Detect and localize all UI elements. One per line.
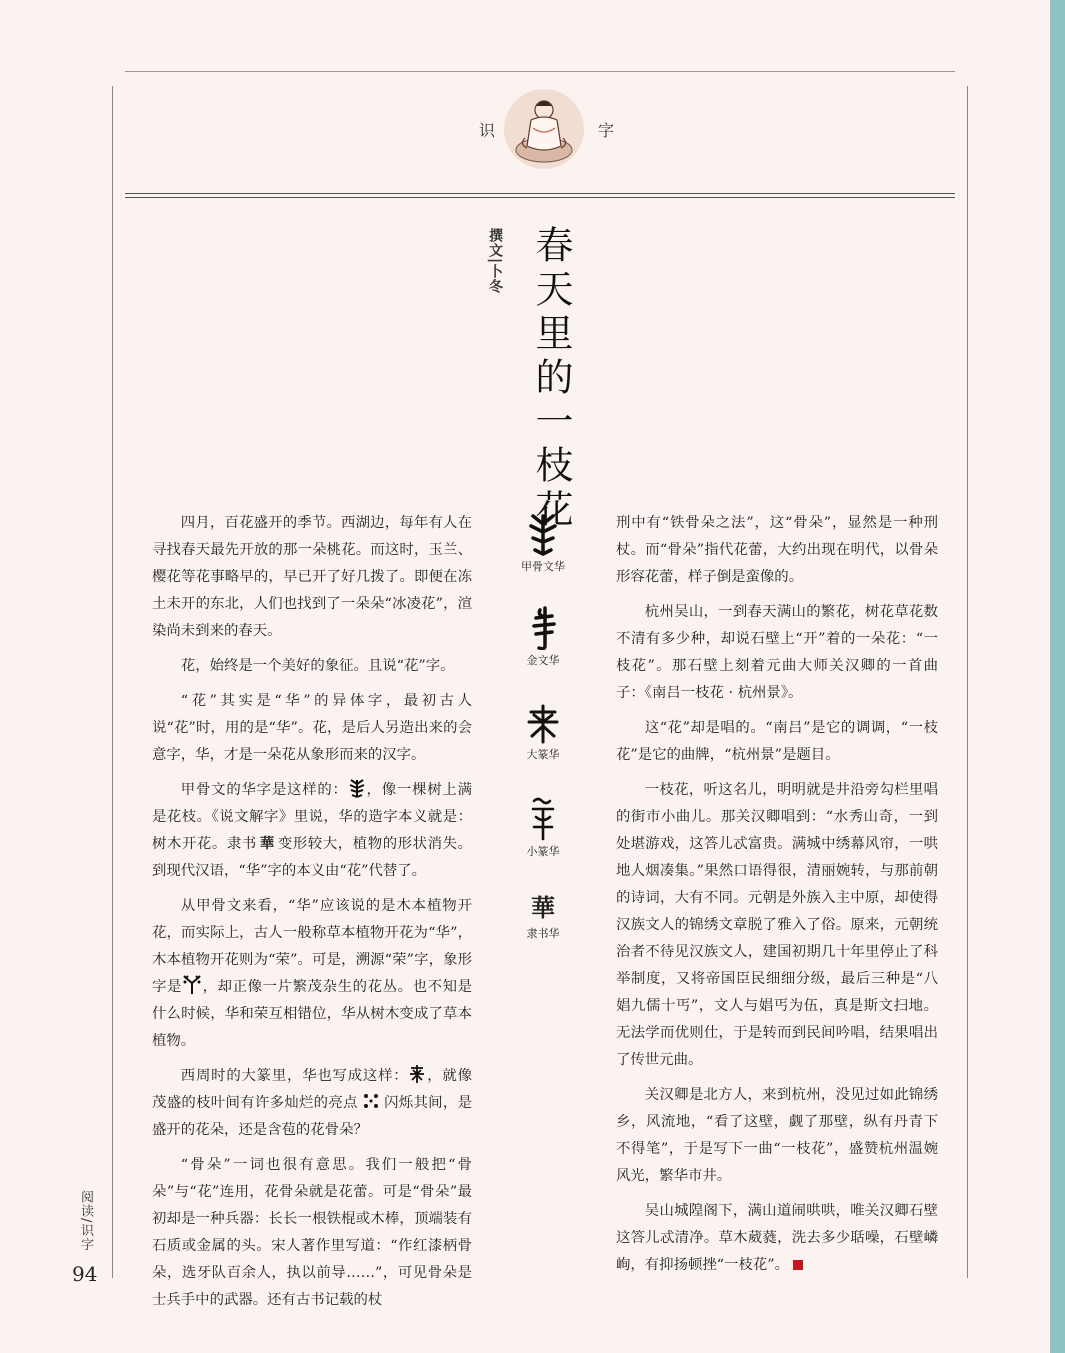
oracle-hua-inline-icon bbox=[348, 778, 366, 798]
paragraph-segment: ，就像茂盛的枝叶间有许多灿烂的亮点 bbox=[152, 1068, 472, 1111]
glyph-great-seal bbox=[512, 704, 574, 762]
paragraph: 这“花”却是唱的。“南吕”是它的调调，“一枝花”是它的曲牌，“杭州景”是题目。 bbox=[616, 720, 938, 763]
rong-glyph-inline-icon bbox=[182, 975, 202, 995]
glyph-label: 大篆华 bbox=[526, 748, 560, 761]
paragraph: 刑中有“铁骨朵之法”，这“骨朵”，显然是一种刑杖。而“骨朵”指代花蕾，大约出现在明代，以骨朵形容花蕾，样子倒是蛮像的。 bbox=[616, 515, 938, 585]
page-number: 94 bbox=[72, 1262, 98, 1286]
small-seal-hua-glyph-icon bbox=[528, 795, 558, 841]
glyph-label: 小篆华 bbox=[526, 845, 560, 858]
header-left-char: 识 bbox=[479, 121, 496, 140]
right-frame-line bbox=[967, 86, 968, 1278]
left-frame-line bbox=[112, 86, 113, 1278]
paragraph-segment: 西周时的大篆里，华也写成这样： bbox=[180, 1068, 409, 1084]
paragraph-segment: 变形较大，植物的形状消失。到现代汉语，“华”字的本义由“花”代替了。 bbox=[152, 836, 472, 879]
paragraph-segment: 从甲骨文来看，“华”应该说的是木本植物开花，而实际上，古人一般称草本植物开花为“华”，木本植物开花则为“荣”。可是，溯源“荣”字，象形字是 bbox=[152, 898, 472, 995]
article-title: 春天里的一枝花 bbox=[529, 225, 573, 533]
paragraph: 四月，百花盛开的季节。西湖边，每年有人在寻找春天最先开放的那一朵桃花。而这时，玉兰、樱花等花事略早的，早已开了好几拨了。即便在冻土未开的东北，人们也找到了一朵朵“冰凌花”，渲染尚未到来的春天。 bbox=[152, 515, 472, 639]
text-column-left bbox=[152, 510, 472, 1314]
paragraph bbox=[152, 1063, 472, 1144]
text-column-right bbox=[616, 510, 938, 1287]
header-right-char: 字 bbox=[598, 121, 615, 140]
figure-medallion-icon bbox=[503, 88, 585, 170]
clerical-hua-glyph-icon: 華 bbox=[531, 894, 555, 922]
glyph-small-seal bbox=[512, 795, 574, 859]
paragraph bbox=[152, 893, 472, 1055]
glyph-label: 隶书华 bbox=[526, 927, 560, 940]
paragraph bbox=[152, 777, 472, 885]
glyph-label: 甲骨文华 bbox=[521, 560, 565, 573]
paragraph: 花，始终是一个美好的象征。且说“花”字。 bbox=[180, 658, 455, 674]
clerical-hua-inline: 華 bbox=[259, 836, 275, 852]
bright-dots-inline-icon bbox=[361, 1091, 381, 1111]
oracle-hua-glyph-icon bbox=[528, 512, 558, 556]
top-rule bbox=[125, 71, 955, 72]
paragraph: 一枝花，听这名儿，明明就是井沿旁勾栏里唱的街市小曲儿。那关汉卿唱到：“水秀山奇，一到处堪游戏，这答儿忒富贵。满城中绣幕风帘，一哄地人烟凑集。”果然口语得很，清丽婉转，与那前朝的诗词，大有不同。元朝是外族入主中原，却使得汉族文人的锦绣文章脱了雅入了俗。原来，元朝统治者不待见汉族文人，建国初期几十年里停止了科举制度，又将帝国臣民细细分级，最后三种是“八娼九儒十丐”，文人与娼丐为伍，真是斯文扫地。无法学而优则仕，于是转而到民间吟唱，结果唱出了传世元曲。 bbox=[616, 782, 938, 1068]
header-double-rule bbox=[125, 193, 955, 198]
glyph-clerical bbox=[512, 893, 574, 941]
paragraph: 关汉卿是北方人，来到杭州，没见过如此锦绣乡，风流地，“看了这壁，觑了那壁，纵有丹青下不得笔”，于是写下一曲“一枝花”，盛赞杭州温婉风光，繁华市井。 bbox=[616, 1087, 938, 1184]
glyph-label: 金文华 bbox=[526, 654, 560, 667]
paragraph-segment: 闪烁其间，是盛开的花朵，还是含苞的花骨朵？ bbox=[152, 1095, 472, 1138]
glyph-bronze bbox=[512, 606, 574, 668]
bronze-hua-glyph-icon bbox=[528, 606, 558, 650]
paragraph-segment: 甲骨文的华字是这样的： bbox=[180, 782, 348, 798]
paragraph: “骨朵”一词也很有意思。我们一般把“骨朵”与“花”连用，花骨朵就是花蕾。可是“骨朵”最初却是一种兵器：长长一根铁棍或木棒，顶端装有石质或金属的头。宋人著作里写道：“作红漆柄骨朵，选牙队百余人，执以前导……”，可见骨朵是士兵手中的武器。还有古书记载的杖 bbox=[152, 1157, 472, 1308]
paragraph: “花”其实是“华”的异体字，最初古人说“花”时，用的是“华”。花，是后人另造出来的会意字，华，才是一朵花从象形而来的汉字。 bbox=[152, 693, 472, 763]
byline: 撰文|卜冬 bbox=[487, 228, 503, 295]
paragraph bbox=[616, 1198, 938, 1279]
end-mark-icon bbox=[793, 1260, 803, 1270]
great-seal-hua-inline-icon bbox=[408, 1064, 426, 1084]
paragraph: 杭州吴山，一到春天满山的繁花，树花草花数不清有多少种，却说石壁上“开”着的一朵花：“一枝花”。那石壁上刻着元曲大师关汉卿的一首曲子：《南吕一枝花 · 杭州景》。 bbox=[616, 604, 938, 701]
section-label: 阅读/识字 bbox=[78, 1190, 93, 1252]
glyph-oracle bbox=[512, 512, 574, 574]
side-color-strip bbox=[1050, 0, 1065, 1353]
paragraph-segment: ，像一棵树上满是花枝。《说文解字》里说，华的造字本义就是：树木开花。隶书 bbox=[152, 782, 472, 852]
paragraph-segment: 吴山城隍阁下，满山道闹哄哄，唯关汉卿石壁这答儿忒清净。草木葳蕤，洗去多少聒噪，石壁嶙峋，有抑扬顿挫“一枝花”。 bbox=[616, 1203, 938, 1273]
great-seal-hua-glyph-icon bbox=[526, 704, 560, 744]
paragraph-segment: ，却正像一片繁茂杂生的花丛。也不知是什么时候，华和荣互相错位，华从树木变成了草本植物。 bbox=[152, 979, 472, 1049]
